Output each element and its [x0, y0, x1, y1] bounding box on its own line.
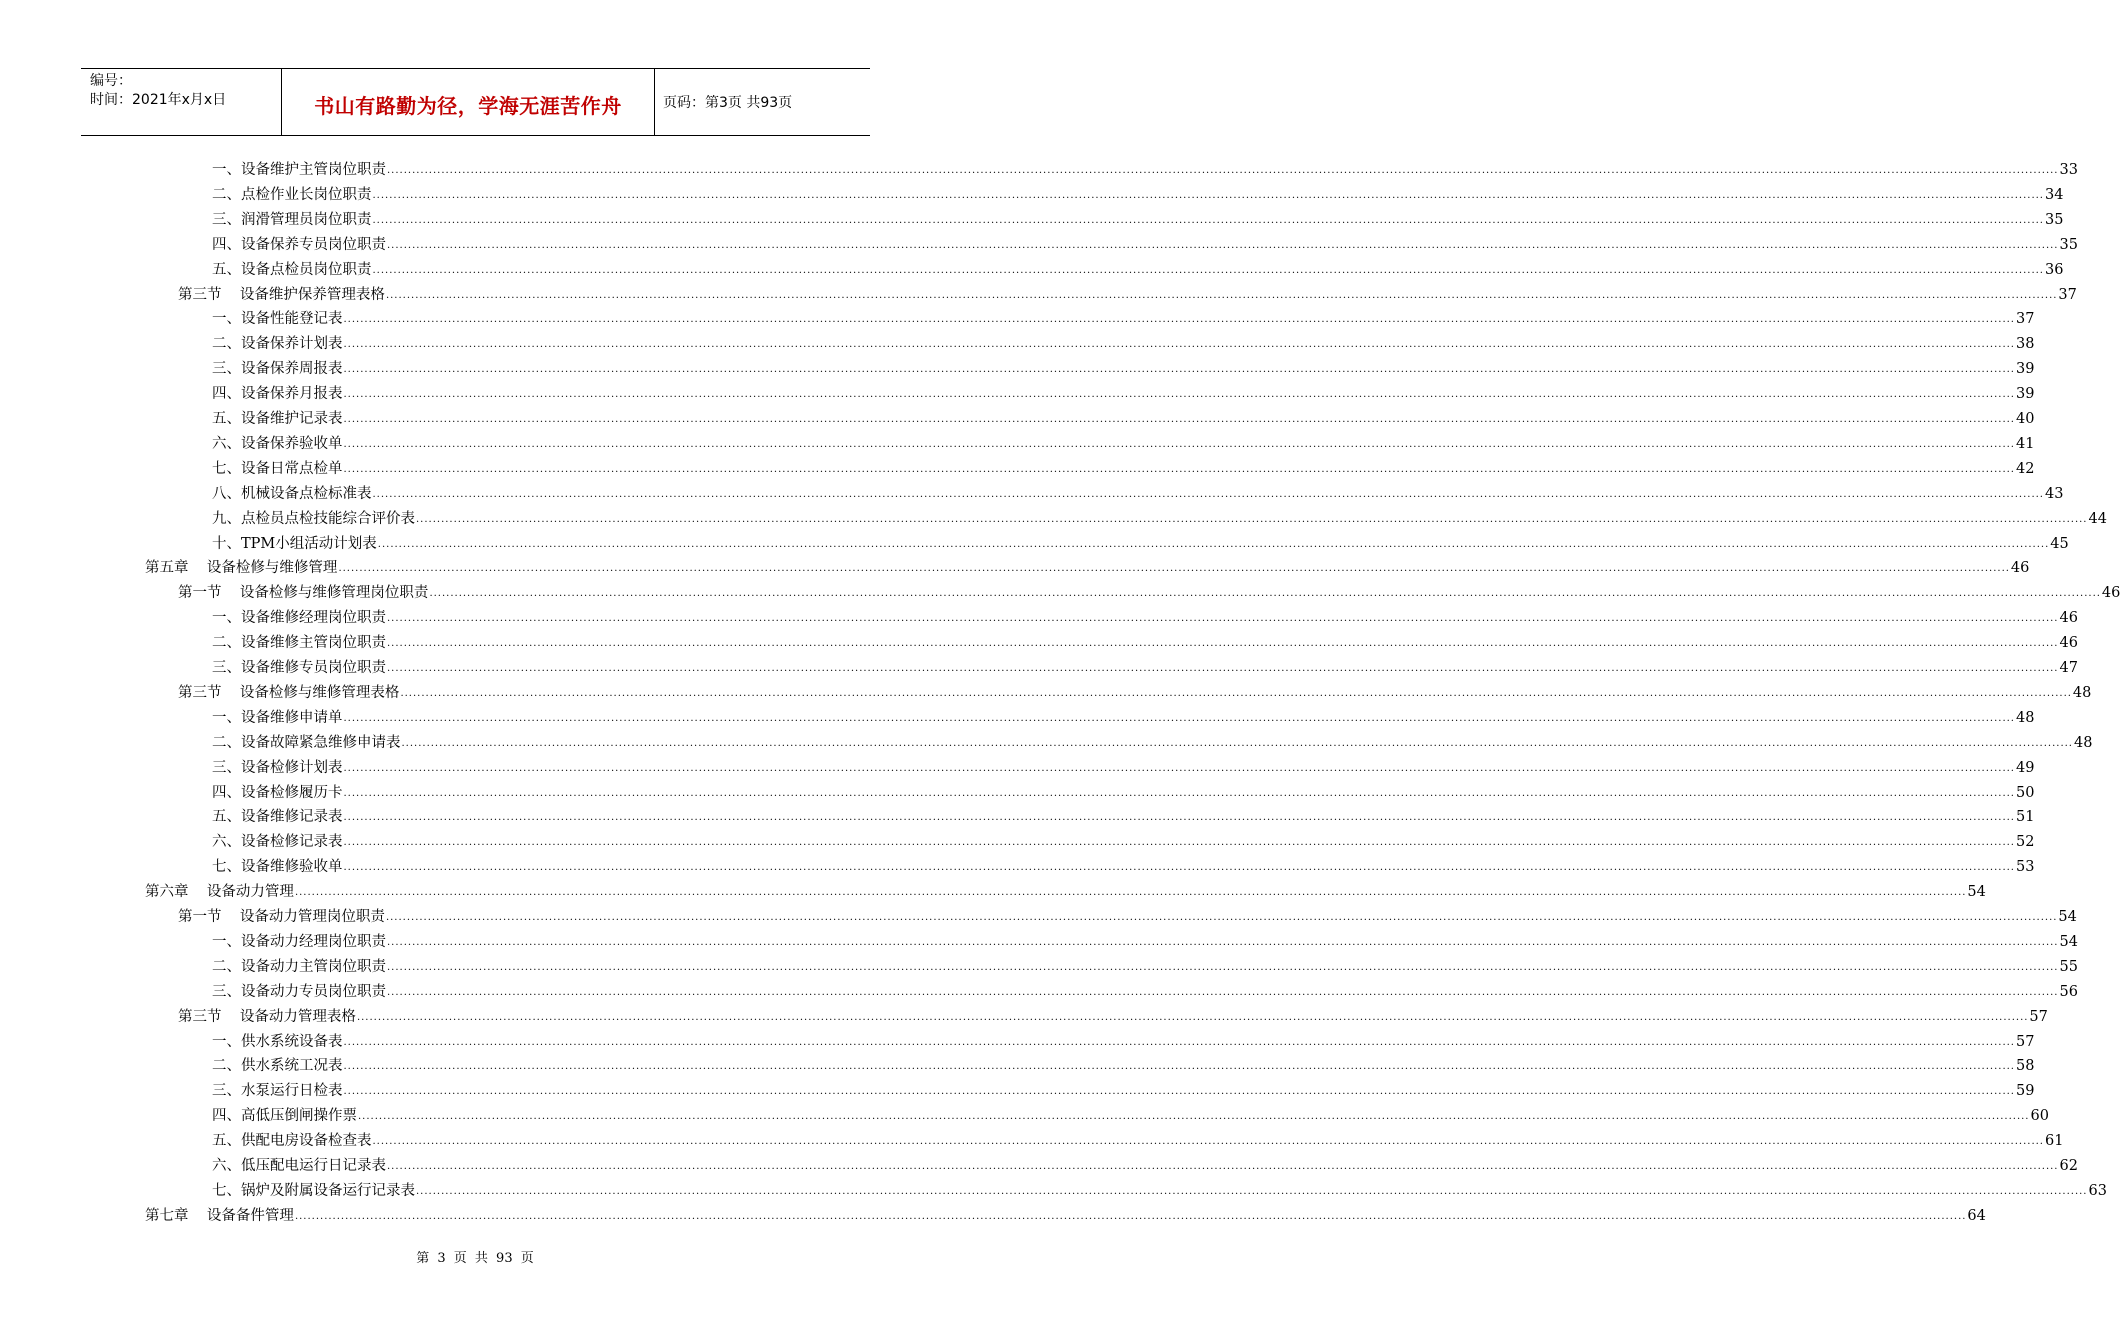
toc-dot-leader: ................................................................................................................................................................................................................................................................................................................................................................................................................ — [343, 712, 2015, 724]
toc-entry[interactable] — [212, 434, 2035, 454]
toc-dot-leader: ................................................................................................................................................................................................................................................................................................................................................................................................................ — [343, 762, 2015, 774]
toc-entry[interactable] — [145, 1206, 1986, 1226]
toc-entry-title: 第五章 设备检修与维修管理 — [145, 560, 338, 577]
toc-entry-title: 二、供水系统工况表 — [212, 1058, 343, 1075]
toc-entry[interactable] — [212, 807, 2035, 827]
page-footer: 第 3 页 共 93 页 — [416, 1251, 534, 1266]
toc-dot-leader: ................................................................................................................................................................................................................................................................................................................................................................................................................ — [372, 488, 2044, 500]
toc-entry-page: 48 — [2072, 684, 2092, 701]
toc-entry-page: 42 — [2015, 460, 2035, 477]
toc-dot-leader: ................................................................................................................................................................................................................................................................................................................................................................................................................ — [343, 1036, 2015, 1048]
toc-entry[interactable] — [212, 534, 2069, 554]
toc-entry[interactable] — [212, 932, 2078, 952]
toc-dot-leader: ................................................................................................................................................................................................................................................................................................................................................................................................................ — [401, 737, 2073, 749]
toc-entry-title: 四、高低压倒闸操作票 — [212, 1108, 357, 1125]
toc-entry-page: 38 — [2015, 336, 2035, 353]
document-time-label: 时间：2021年x月x日 — [90, 92, 227, 108]
toc-dot-leader: ................................................................................................................................................................................................................................................................................................................................................................................................................ — [343, 414, 2015, 425]
toc-entry[interactable] — [212, 334, 2035, 354]
toc-entry-title: 六、设备保养验收单 — [212, 435, 343, 452]
toc-entry-page: 39 — [2015, 361, 2035, 378]
toc-dot-leader: ................................................................................................................................................................................................................................................................................................................................................................................................................ — [372, 189, 2044, 201]
toc-entry-title: 十、TPM小组活动计划表 — [212, 535, 377, 552]
toc-entry-title: 三、设备动力专员岗位职责 — [212, 983, 386, 1000]
toc-entry-title: 八、机械设备点检标准表 — [212, 485, 372, 502]
toc-entry-title: 七、设备维修验收单 — [212, 859, 343, 876]
toc-entry[interactable] — [212, 1106, 2049, 1126]
toc-entry-page: 61 — [2044, 1133, 2064, 1150]
toc-entry-page: 37 — [2058, 286, 2077, 303]
toc-dot-leader: ................................................................................................................................................................................................................................................................................................................................................................................................................ — [385, 289, 2058, 301]
toc-dot-leader: ................................................................................................................................................................................................................................................................................................................................................................................................................ — [416, 513, 2088, 525]
toc-entry-title: 六、低压配电运行日记录表 — [212, 1158, 386, 1174]
toc-entry[interactable] — [212, 260, 2064, 280]
toc-dot-leader: ................................................................................................................................................................................................................................................................................................................................................................................................................ — [387, 638, 2059, 650]
toc-dot-leader: ................................................................................................................................................................................................................................................................................................................................................................................................................ — [387, 936, 2059, 948]
toc-entry-page: 46 — [2010, 560, 2030, 577]
toc-entry-page: 57 — [2015, 1033, 2035, 1050]
toc-entry-page: 63 — [2088, 1182, 2107, 1199]
toc-entry-title: 二、设备保养计划表 — [212, 336, 343, 353]
toc-entry[interactable] — [212, 633, 2078, 653]
toc-entry-page: 54 — [2059, 933, 2078, 950]
toc-dot-leader: ................................................................................................................................................................................................................................................................................................................................................................................................................ — [385, 912, 2058, 923]
toc-entry[interactable] — [212, 857, 2035, 877]
toc-entry[interactable] — [212, 409, 2035, 429]
toc-dot-leader: ................................................................................................................................................................................................................................................................................................................................................................................................................ — [387, 663, 2059, 674]
toc-entry[interactable] — [212, 210, 2064, 230]
toc-entry-page: 46 — [2101, 585, 2120, 602]
toc-entry[interactable] — [178, 683, 2092, 703]
toc-entry[interactable] — [212, 758, 2035, 778]
toc-entry[interactable] — [145, 882, 1986, 902]
toc-entry-title: 一、设备性能登记表 — [212, 311, 343, 328]
toc-entry-page: 64 — [1967, 1207, 1986, 1224]
toc-entry-title: 三、水泵运行日检表 — [212, 1083, 343, 1100]
toc-entry-page: 55 — [2059, 958, 2078, 975]
toc-dot-leader: ................................................................................................................................................................................................................................................................................................................................................................................................................ — [343, 389, 2015, 401]
toc-dot-leader: ................................................................................................................................................................................................................................................................................................................................................................................................................ — [429, 588, 2101, 600]
toc-entry-page: 48 — [2073, 734, 2093, 751]
toc-entry-page: 57 — [2029, 1008, 2048, 1025]
toc-entry[interactable] — [212, 384, 2035, 404]
toc-dot-leader: ................................................................................................................................................................................................................................................................................................................................................................................................................ — [387, 239, 2059, 251]
toc-entry-title: 第六章 设备动力管理 — [145, 884, 294, 901]
toc-entry[interactable] — [178, 907, 2077, 927]
toc-entry-title: 第一节 设备检修与维修管理岗位职责 — [178, 585, 429, 602]
toc-dot-leader: ................................................................................................................................................................................................................................................................................................................................................................................................................ — [416, 1185, 2088, 1197]
toc-entry-page: 34 — [2044, 186, 2064, 203]
toc-entry-title: 第一节 设备动力管理岗位职责 — [178, 909, 385, 925]
toc-entry-title: 三、设备维修专员岗位职责 — [212, 660, 386, 676]
toc-entry-title: 三、设备保养周报表 — [212, 361, 343, 378]
toc-dot-leader: ................................................................................................................................................................................................................................................................................................................................................................................................................ — [372, 264, 2044, 276]
toc-entry-page: 56 — [2059, 983, 2078, 1000]
toc-entry-page: 36 — [2044, 261, 2064, 278]
toc-entry-title: 五、设备维护记录表 — [212, 411, 343, 427]
toc-entry-title: 五、供配电房设备检查表 — [212, 1133, 372, 1150]
toc-entry[interactable] — [212, 1156, 2078, 1176]
toc-dot-leader: ................................................................................................................................................................................................................................................................................................................................................................................................................ — [387, 613, 2059, 625]
toc-entry-title: 四、设备检修履历卡 — [212, 784, 343, 801]
toc-entry[interactable] — [212, 185, 2064, 205]
toc-dot-leader: ................................................................................................................................................................................................................................................................................................................................................................................................................ — [294, 1210, 1967, 1222]
toc-entry[interactable] — [212, 1032, 2035, 1052]
toc-entry-page: 54 — [1967, 884, 1986, 901]
toc-dot-leader: ................................................................................................................................................................................................................................................................................................................................................................................................................ — [294, 887, 1967, 899]
toc-entry-page: 35 — [2044, 211, 2064, 228]
toc-entry[interactable] — [212, 708, 2035, 728]
toc-entry[interactable] — [212, 982, 2078, 1002]
toc-entry[interactable] — [212, 484, 2064, 504]
toc-entry-title: 第三节 设备维护保养管理表格 — [178, 286, 385, 303]
toc-dot-leader: ................................................................................................................................................................................................................................................................................................................................................................................................................ — [343, 862, 2015, 874]
toc-entry[interactable] — [212, 509, 2107, 529]
toc-entry-page: 51 — [2015, 809, 2035, 826]
toc-entry-title: 二、设备维修主管岗位职责 — [212, 635, 386, 652]
toc-entry-title: 五、设备维修记录表 — [212, 809, 343, 826]
toc-entry-page: 39 — [2015, 386, 2035, 403]
toc-entry[interactable] — [212, 608, 2078, 628]
toc-dot-leader: ................................................................................................................................................................................................................................................................................................................................................................................................................ — [338, 563, 2010, 575]
toc-dot-leader: ................................................................................................................................................................................................................................................................................................................................................................................................................ — [356, 1011, 2029, 1023]
toc-entry-page: 46 — [2059, 610, 2078, 627]
toc-entry[interactable] — [178, 1007, 2048, 1027]
toc-entry[interactable] — [212, 1131, 2064, 1151]
toc-dot-leader: ................................................................................................................................................................................................................................................................................................................................................................................................................ — [358, 1111, 2030, 1123]
toc-entry-page: 41 — [2015, 435, 2035, 452]
toc-entry-page: 33 — [2059, 162, 2078, 178]
toc-entry-title: 四、设备保养专员岗位职责 — [212, 236, 386, 253]
toc-entry[interactable] — [212, 459, 2035, 479]
toc-entry-page: 54 — [2058, 909, 2077, 925]
toc-entry[interactable] — [178, 583, 2120, 603]
toc-dot-leader: ................................................................................................................................................................................................................................................................................................................................................................................................................ — [343, 438, 2015, 450]
toc-entry-title: 三、润滑管理员岗位职责 — [212, 211, 372, 228]
toc-entry-page: 43 — [2044, 485, 2064, 502]
toc-entry-title: 一、设备维修申请单 — [212, 709, 343, 726]
toc-dot-leader: ................................................................................................................................................................................................................................................................................................................................................................................................................ — [377, 538, 2050, 550]
toc-entry[interactable] — [212, 957, 2078, 977]
toc-entry-title: 六、设备检修记录表 — [212, 834, 343, 851]
toc-entry[interactable] — [212, 658, 2078, 678]
header-meta — [81, 69, 282, 135]
toc-entry-title: 第三节 设备检修与维修管理表格 — [178, 684, 400, 701]
header-motto: 书山有路勤为径，学海无涯苦作舟 — [282, 69, 655, 135]
toc-entry-page: 53 — [2015, 859, 2035, 876]
toc-entry[interactable] — [212, 733, 2093, 753]
toc-entry[interactable] — [212, 783, 2035, 803]
toc-dot-leader: ................................................................................................................................................................................................................................................................................................................................................................................................................ — [372, 214, 2044, 226]
toc-entry-title: 第三节 设备动力管理表格 — [178, 1008, 356, 1025]
toc-entry-title: 九、点检员点检技能综合评价表 — [212, 510, 415, 527]
toc-entry[interactable] — [145, 558, 2030, 578]
toc-entry-page: 45 — [2050, 535, 2069, 552]
toc-dot-leader: ................................................................................................................................................................................................................................................................................................................................................................................................................ — [343, 812, 2015, 824]
toc-entry-page: 47 — [2059, 660, 2078, 676]
toc-entry-page: 58 — [2015, 1058, 2035, 1075]
toc-dot-leader: ................................................................................................................................................................................................................................................................................................................................................................................................................ — [343, 339, 2015, 351]
toc-entry-title: 一、设备维修经理岗位职责 — [212, 610, 386, 627]
toc-entry[interactable] — [212, 832, 2035, 852]
toc-entry-page: 49 — [2015, 759, 2035, 776]
toc-entry-title: 四、设备保养月报表 — [212, 386, 343, 403]
toc-entry-page: 44 — [2088, 510, 2107, 527]
toc-entry-page: 50 — [2015, 784, 2035, 801]
toc-entry[interactable] — [212, 309, 2035, 329]
document-number-label: 编号： — [90, 73, 132, 89]
toc-dot-leader: ................................................................................................................................................................................................................................................................................................................................................................................................................ — [343, 837, 2015, 849]
toc-dot-leader: ................................................................................................................................................................................................................................................................................................................................................................................................................ — [387, 986, 2059, 998]
toc-entry-title: 第七章 设备备件管理 — [145, 1207, 294, 1224]
toc-entry-title: 二、设备故障紧急维修申请表 — [212, 734, 401, 751]
toc-entry-page: 62 — [2059, 1158, 2078, 1174]
toc-entry-page: 48 — [2015, 709, 2035, 726]
toc-dot-leader: ................................................................................................................................................................................................................................................................................................................................................................................................................ — [400, 687, 2072, 699]
toc-entry-title: 七、设备日常点检单 — [212, 460, 343, 477]
toc-entry-title: 一、供水系统设备表 — [212, 1033, 343, 1050]
toc-entry-title: 一、设备维护主管岗位职责 — [212, 162, 386, 178]
page-header — [81, 68, 870, 136]
toc-entry[interactable] — [212, 235, 2078, 255]
toc-dot-leader: ................................................................................................................................................................................................................................................................................................................................................................................................................ — [343, 1086, 2015, 1098]
toc-entry-page: 60 — [2030, 1108, 2049, 1125]
toc-entry[interactable] — [178, 285, 2077, 305]
toc-entry[interactable] — [212, 1081, 2035, 1101]
toc-dot-leader: ................................................................................................................................................................................................................................................................................................................................................................................................................ — [343, 787, 2015, 799]
toc-entry-title: 三、设备检修计划表 — [212, 759, 343, 776]
header-page-info: 页码：第3页 共93页 — [663, 95, 793, 111]
toc-entry-page: 46 — [2059, 635, 2078, 652]
toc-entry[interactable] — [212, 160, 2078, 180]
toc-entry-title: 一、设备动力经理岗位职责 — [212, 933, 386, 950]
toc-dot-leader: ................................................................................................................................................................................................................................................................................................................................................................................................................ — [387, 165, 2059, 176]
toc-entry-page: 59 — [2015, 1083, 2035, 1100]
toc-dot-leader: ................................................................................................................................................................................................................................................................................................................................................................................................................ — [387, 1161, 2059, 1172]
toc-dot-leader: ................................................................................................................................................................................................................................................................................................................................................................................................................ — [343, 314, 2015, 326]
toc-dot-leader: ................................................................................................................................................................................................................................................................................................................................................................................................................ — [372, 1136, 2044, 1148]
toc-entry[interactable] — [212, 1181, 2107, 1201]
toc-entry-page: 40 — [2015, 411, 2035, 427]
toc-dot-leader: ................................................................................................................................................................................................................................................................................................................................................................................................................ — [387, 961, 2059, 973]
toc-entry-page: 52 — [2015, 834, 2035, 851]
toc-dot-leader: ................................................................................................................................................................................................................................................................................................................................................................................................................ — [343, 364, 2015, 376]
toc-dot-leader: ................................................................................................................................................................................................................................................................................................................................................................................................................ — [343, 463, 2015, 475]
toc-entry[interactable] — [212, 1056, 2035, 1076]
toc-dot-leader: ................................................................................................................................................................................................................................................................................................................................................................................................................ — [343, 1061, 2015, 1073]
toc-entry[interactable] — [212, 359, 2035, 379]
toc-entry-page: 35 — [2059, 236, 2078, 253]
toc-entry-title: 二、点检作业长岗位职责 — [212, 186, 372, 203]
toc-entry-title: 七、锅炉及附属设备运行记录表 — [212, 1182, 415, 1199]
toc-entry-title: 五、设备点检员岗位职责 — [212, 261, 372, 278]
toc-entry-page: 37 — [2015, 311, 2035, 328]
toc-entry-title: 二、设备动力主管岗位职责 — [212, 958, 386, 975]
